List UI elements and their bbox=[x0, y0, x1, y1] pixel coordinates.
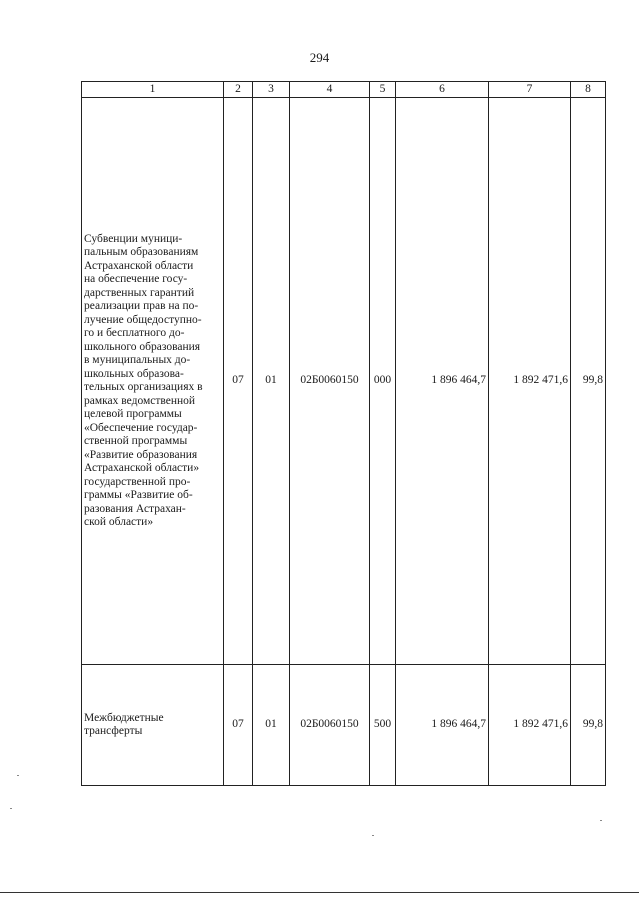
page-bottom-rule bbox=[0, 892, 639, 893]
planned-amount: 1 896 464,7 bbox=[396, 665, 489, 786]
column-header-7: 7 bbox=[489, 82, 571, 98]
planned-amount: 1 896 464,7 bbox=[396, 98, 489, 665]
section-code: 07 bbox=[224, 665, 253, 786]
column-header-2: 2 bbox=[224, 82, 253, 98]
budget-table bbox=[81, 81, 606, 786]
column-header-6: 6 bbox=[396, 82, 489, 98]
row-description: Межбюджетные трансферты bbox=[84, 711, 164, 737]
target-article-code: 02Б0060150 bbox=[290, 98, 370, 665]
scan-speck bbox=[17, 775, 19, 776]
subsection-code: 01 bbox=[253, 665, 290, 786]
row-description: Субвенции муници- пальным образованиям Астраханской области на обеспечение госу- дарственных гарантий реализации прав на по- лучение общедоступно- го и бесплатного до- школьного образования в муниципальных до- школьных образова- тельных организациях в рамках ведомственной целевой программы «Обеспечение государ- ственной программы «Развитие образования Астраханской области» государственной про- граммы «Развитие об- разования Астрахан- ской области» bbox=[84, 232, 203, 528]
table-row bbox=[82, 665, 606, 786]
target-article-code: 02Б0060150 bbox=[290, 665, 370, 786]
execution-percent: 99,8 bbox=[571, 665, 606, 786]
execution-percent: 99,8 bbox=[571, 98, 606, 665]
row-description-cell bbox=[82, 98, 224, 665]
subsection-code: 01 bbox=[253, 98, 290, 665]
table-row bbox=[82, 98, 606, 665]
column-header-3: 3 bbox=[253, 82, 290, 98]
expense-type-code: 000 bbox=[370, 98, 396, 665]
scan-speck bbox=[372, 835, 374, 836]
scan-speck bbox=[10, 808, 12, 809]
column-header-5: 5 bbox=[370, 82, 396, 98]
executed-amount: 1 892 471,6 bbox=[489, 98, 571, 665]
expense-type-code: 500 bbox=[370, 665, 396, 786]
column-header-8: 8 bbox=[571, 82, 606, 98]
page-number: 294 bbox=[309, 50, 330, 65]
table-header-row bbox=[82, 82, 606, 98]
column-header-1: 1 bbox=[82, 82, 224, 98]
scan-speck bbox=[600, 820, 602, 821]
section-code: 07 bbox=[224, 98, 253, 665]
column-header-4: 4 bbox=[290, 82, 370, 98]
executed-amount: 1 892 471,6 bbox=[489, 665, 571, 786]
row-description-cell bbox=[82, 665, 224, 786]
